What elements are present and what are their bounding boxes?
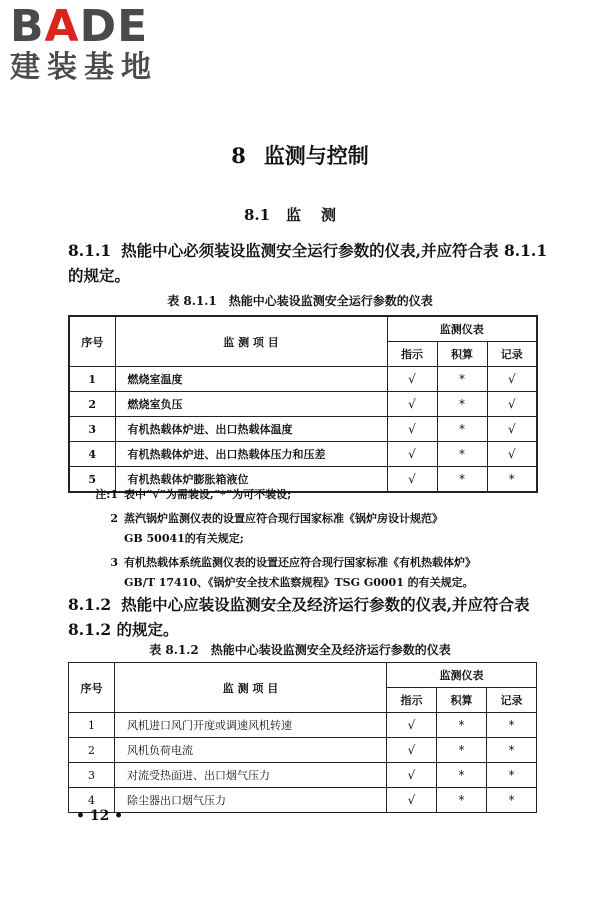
table-row <box>69 713 537 738</box>
table-row <box>69 417 537 442</box>
row-record: * <box>487 788 537 813</box>
note-item: 2 蒸汽锅炉监测仪表的设置应符合现行国家标准《锅炉房设计规范》 <box>110 512 443 525</box>
table-8-1-2-caption: 表 8.1.2 热能中心装设监测安全及经济运行参数的仪表 <box>149 643 451 657</box>
note-continuation: GB 50041的有关规定; <box>124 532 244 545</box>
clause-number: 8.1.1 <box>68 241 112 260</box>
note-prefix: 注: <box>95 488 111 501</box>
header-seq: 序号 <box>69 663 115 713</box>
clause-text: 热能中心必须装设监测安全运行参数的仪表,并应符合表 8.1.1 的规定。 <box>68 241 548 285</box>
row-seq: 4 <box>69 442 115 467</box>
header-seq: 序号 <box>69 316 115 367</box>
logo-wordmark: BADE <box>10 1 149 52</box>
header-record: 记录 <box>487 342 537 367</box>
row-indicate: √ <box>387 417 437 442</box>
table-row <box>69 788 537 813</box>
row-seq: 3 <box>69 763 115 788</box>
row-accumulate: * <box>437 763 487 788</box>
logo-chinese-name: 建装基地 <box>10 50 158 85</box>
row-indicate: √ <box>387 763 437 788</box>
row-accumulate: * <box>437 467 487 493</box>
row-accumulate: * <box>437 713 487 738</box>
note-item: 注:1 表中“√”为需装设,“*”为可不装设; <box>95 488 292 501</box>
chapter-title: 监测与控制 <box>263 143 369 168</box>
logo <box>10 1 180 86</box>
section-number: 8.1 <box>243 206 271 224</box>
table-row <box>69 738 537 763</box>
note-item: 3 有机热载体系统监测仪表的设置还应符合现行国家标准《有机热载体炉》 <box>110 556 476 569</box>
clause-number: 8.1.2 <box>68 595 112 614</box>
row-accumulate: * <box>437 367 487 392</box>
row-item: 燃烧室负压 <box>115 392 387 417</box>
header-indicate: 指示 <box>387 688 437 713</box>
row-item: 风机进口风门开度或调速风机转速 <box>115 713 387 738</box>
row-accumulate: * <box>437 392 487 417</box>
row-seq: 2 <box>69 392 115 417</box>
row-record: * <box>487 738 537 763</box>
row-item: 有机热载体炉进、出口热载体压力和压差 <box>115 442 387 467</box>
row-indicate: √ <box>387 713 437 738</box>
row-indicate: √ <box>387 738 437 763</box>
row-indicate: √ <box>387 788 437 813</box>
row-seq: 2 <box>69 738 115 763</box>
header-indicate: 指示 <box>387 342 437 367</box>
row-item: 风机负荷电流 <box>115 738 387 763</box>
chapter-heading <box>0 140 600 170</box>
row-accumulate: * <box>437 788 487 813</box>
header-instruments: 监测仪表 <box>387 316 537 342</box>
row-item: 有机热载体炉进、出口热载体温度 <box>115 417 387 442</box>
table-row <box>69 392 537 417</box>
table-8-1-1-caption: 表 8.1.1 热能中心装设监测安全运行参数的仪表 <box>167 294 433 308</box>
table-row <box>69 763 537 788</box>
table-row <box>69 442 537 467</box>
row-indicate: √ <box>387 392 437 417</box>
clause-8-1-2 <box>68 592 548 642</box>
row-item: 对流受热面进、出口烟气压力 <box>115 763 387 788</box>
table-notes <box>68 485 548 593</box>
header-accumulate: 积算 <box>437 342 487 367</box>
row-record: √ <box>487 442 537 467</box>
row-indicate: √ <box>387 467 437 493</box>
clause-8-1-1 <box>68 238 548 288</box>
header-instruments: 监测仪表 <box>387 663 537 688</box>
row-record: * <box>487 467 537 493</box>
header-accumulate: 积算 <box>437 688 487 713</box>
row-indicate: √ <box>387 442 437 467</box>
row-seq: 4 <box>69 788 115 813</box>
clause-text: 热能中心应装设监测安全及经济运行参数的仪表,并应符合表 8.1.2 的规定。 <box>68 595 530 639</box>
row-indicate: √ <box>387 367 437 392</box>
note-continuation: GB/T 17410、《锅炉安全技术监察规程》TSG G0001 的有关规定。 <box>124 576 474 589</box>
table-8-1-2 <box>68 662 537 813</box>
row-record: * <box>487 763 537 788</box>
row-record: * <box>487 713 537 738</box>
row-item: 有机热载体炉膨胀箱液位 <box>115 467 387 493</box>
row-item: 除尘器出口烟气压力 <box>115 788 387 813</box>
header-item: 监 测 项 目 <box>115 316 387 367</box>
row-seq: 3 <box>69 417 115 442</box>
header-record: 记录 <box>487 688 537 713</box>
header-item: 监 测 项 目 <box>115 663 387 713</box>
table-row <box>69 367 537 392</box>
section-title: 监测 <box>286 206 357 224</box>
page-number: • 12 • <box>76 808 124 824</box>
table-8-1-1 <box>68 315 538 493</box>
section-heading <box>0 204 600 225</box>
row-seq: 5 <box>69 467 115 493</box>
row-seq: 1 <box>69 713 115 738</box>
row-record: √ <box>487 417 537 442</box>
row-seq: 1 <box>69 367 115 392</box>
row-accumulate: * <box>437 442 487 467</box>
row-record: √ <box>487 367 537 392</box>
row-item: 燃烧室温度 <box>115 367 387 392</box>
row-accumulate: * <box>437 738 487 763</box>
row-accumulate: * <box>437 417 487 442</box>
row-record: √ <box>487 392 537 417</box>
chapter-number: 8 <box>231 143 246 168</box>
